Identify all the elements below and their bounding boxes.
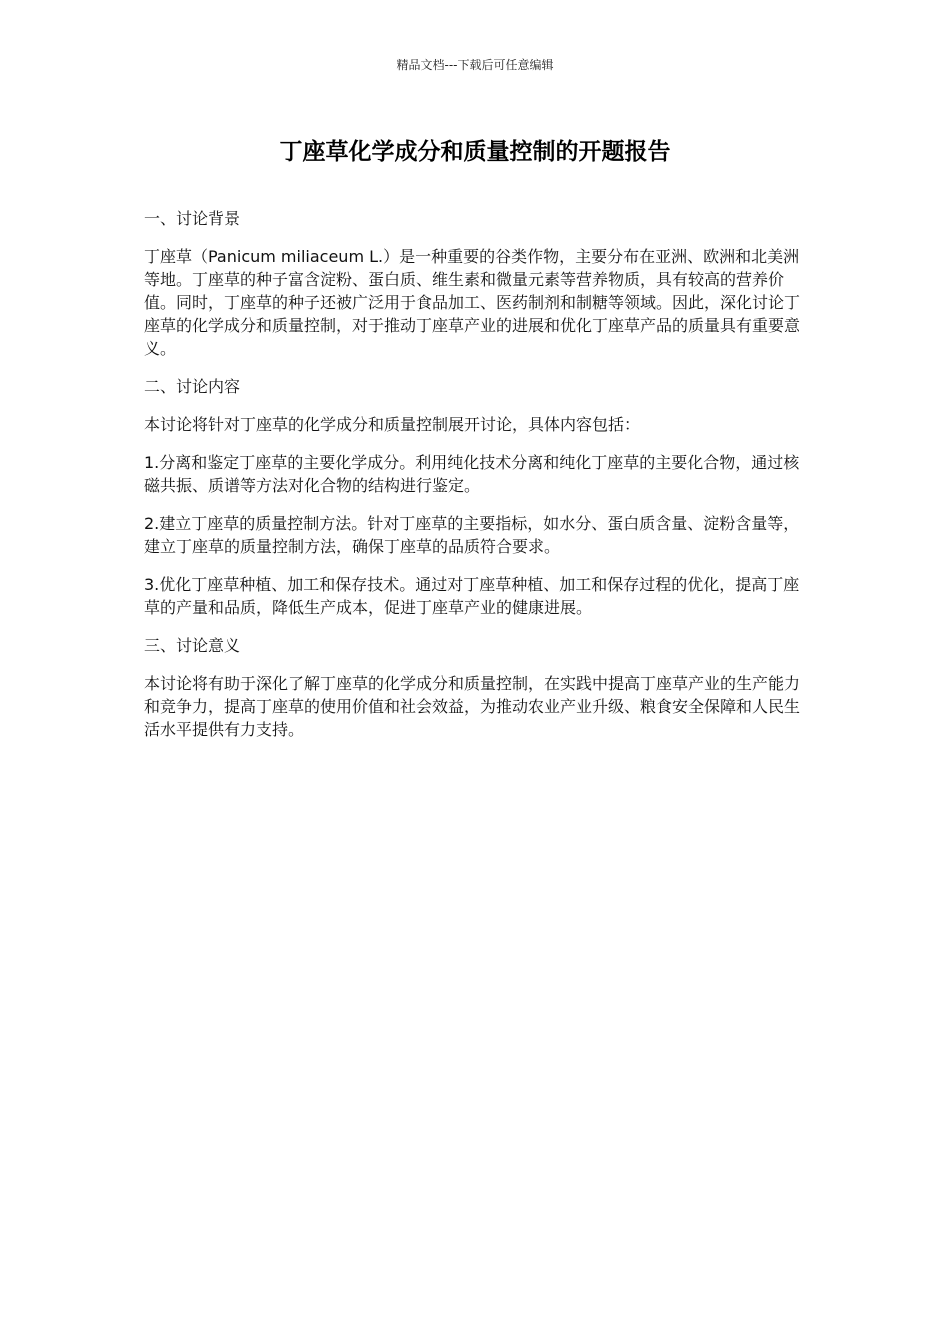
significance-paragraph: 本讨论将有助于深化了解丁座草的化学成分和质量控制，在实践中提高丁座草产业的生产能力和竞争力，提高丁座草的使用价值和社会效益，为推动农业产业升级、粮食安全保障和人民生活水平提供有力支持。 [144,674,801,739]
background-paragraph: 丁座草（Panicum miliaceum L.）是一种重要的谷类作物，主要分布在亚洲、欧洲和北美洲等地。丁座草的种子富含淀粉、蛋白质、维生素和微量元素等营养物质，具有较高的营养价值。同时，丁座草的种子还被广泛用于食品加工、医药制剂和制糖等领域。因此，深化讨论丁座草的化学成分和质量控制，对于推动丁座草产业的进展和优化丁座草产品的质量具有重要意义。 [144,247,801,358]
section-heading-content: 二、讨论内容 [144,377,241,396]
content-item-2: 2.建立丁座草的质量控制方法。针对丁座草的主要指标，如水分、蛋白质含量、淀粉含量等，建立丁座草的质量控制方法，确保丁座草的品质符合要求。 [144,514,800,556]
content-item-3: 3.优化丁座草种植、加工和保存技术。通过对丁座草种植、加工和保存过程的优化，提高丁座草的产量和品质，降低生产成本，促进丁座草产业的健康进展。 [144,575,800,617]
document-title: 丁座草化学成分和质量控制的开题报告 [279,139,671,165]
document-body [144,207,806,756]
section-heading-background: 一、讨论背景 [144,209,241,228]
section-heading-significance: 三、讨论意义 [144,636,241,655]
content-item-1: 1.分离和鉴定丁座草的主要化学成分。利用纯化技术分离和纯化丁座草的主要化合物，通过核磁共振、质谱等方法对化合物的结构进行鉴定。 [144,453,800,495]
content-intro-paragraph: 本讨论将针对丁座草的化学成分和质量控制展开讨论，具体内容包括： [144,415,641,434]
page-header-note: 精品文档---下载后可任意编辑 [396,58,554,72]
